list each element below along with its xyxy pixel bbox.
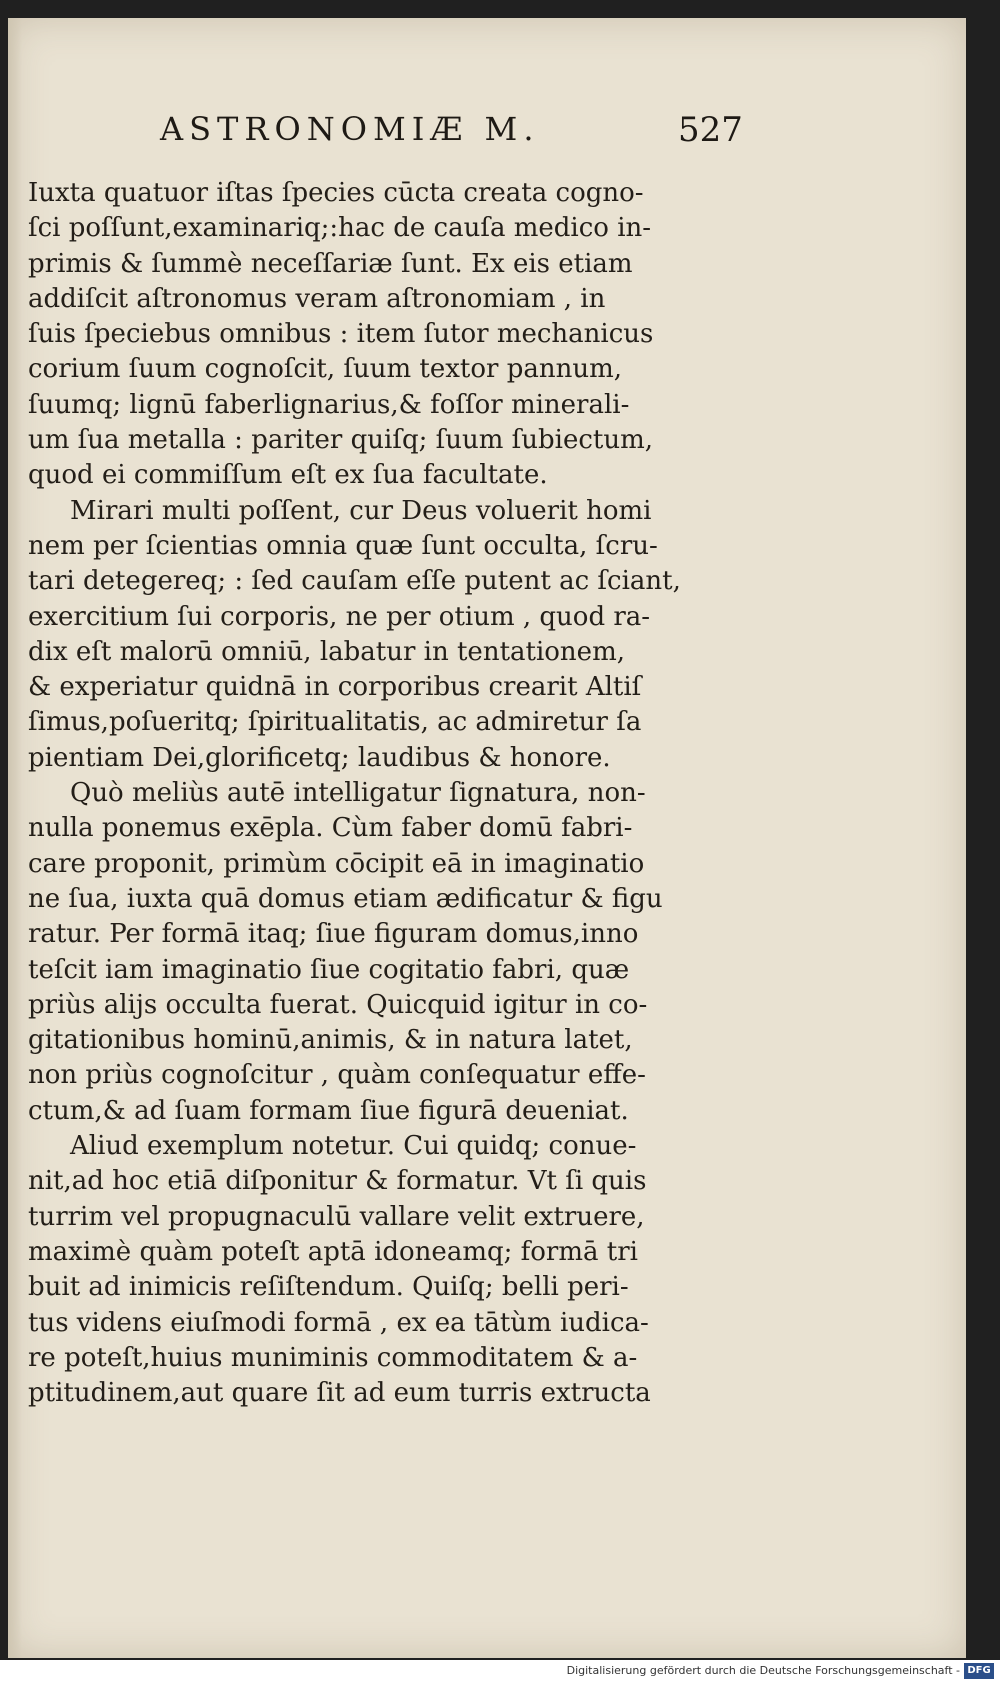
- text-line: ſuumq; lignū faberlignarius,& foſſor minerali-: [28, 389, 630, 420]
- text-line: ratur. Per formā itaq; ſiue figuram domus,inno: [28, 919, 639, 950]
- text-line: pientiam Dei,glorificetq; laudibus & honore.: [28, 742, 611, 773]
- text-line: tus videns eiuſmodi formā , ex ea tātùm iudica-: [28, 1307, 649, 1338]
- page-gutter-shadow: [8, 18, 22, 1658]
- text-line: Mirari multi poſſent, cur Deus voluerit homi: [70, 495, 652, 526]
- footer-bar: [0, 1660, 1000, 1683]
- text-line: gitationibus hominū,animis, & in natura latet,: [28, 1025, 633, 1056]
- text-line: primis & ſummè neceſſariæ ſunt. Ex eis etiam: [28, 248, 633, 279]
- text-line: re poteſt,huius muniminis commoditatem & a-: [28, 1342, 638, 1373]
- text-line: Iuxta quatuor iſtas ſpecies cūcta creata cogno-: [28, 178, 644, 208]
- text-line: nulla ponemus exēpla. Cùm faber domū fabri-: [28, 813, 633, 844]
- text-line: Aliud exemplum notetur. Cui quidq; conue-: [70, 1131, 637, 1162]
- text-line: maximè quàm poteſt aptā idoneamq; formā tri: [28, 1236, 638, 1267]
- text-line: turrim vel propugnaculū vallare velit extruere,: [28, 1201, 645, 1232]
- text-line: Quò meliùs autē intelligatur ſignatura, non-: [70, 778, 646, 809]
- text-line: quod ei commiſſum eſt ex ſua facultate.: [28, 460, 548, 491]
- text-line: ſimus,poſueritq; ſpiritualitatis, ac admiretur ſa: [28, 707, 642, 738]
- text-line: ſci poſſunt,examinariq;:hac de cauſa medico in-: [28, 213, 652, 244]
- text-line: ne ſua, iuxta quā domus etiam ædificatur & figu: [28, 883, 663, 914]
- text-line: exercitium ſui corporis, ne per otium , quod ra-: [28, 601, 651, 632]
- running-head-title: ASTRONOMIÆ M.: [160, 110, 540, 148]
- text-line: non priùs cognoſcitur , quàm conſequatur effe-: [28, 1060, 646, 1091]
- footer-credit: Digitalisierung gefördert durch die Deutsche Forschungsgemeinschaft -: [566, 1664, 960, 1677]
- text-line: ctum,& ad ſuam formam ſiue figurā deueniat.: [28, 1095, 629, 1126]
- book-page: [8, 18, 966, 1658]
- text-line: tari detegereq; : ſed cauſam eſſe putent ac ſciant,: [28, 566, 681, 597]
- text-line: priùs alijs occulta fuerat. Quicquid igitur in co-: [28, 989, 648, 1020]
- text-line: dix eſt malorū omniū, labatur in tentationem,: [28, 636, 625, 667]
- text-line: teſcit iam imaginatio ſiue cogitatio fabri, quæ: [28, 954, 630, 985]
- text-line: buit ad inimicis reſiſtendum. Quiſq; belli peri-: [28, 1272, 629, 1303]
- text-line: care proponit, primùm cōcipit eā in imaginatio: [28, 848, 645, 879]
- text-line: addiſcit aſtronomus veram aſtronomiam , in: [28, 283, 606, 314]
- body-text: [28, 176, 758, 1411]
- text-line: ptitudinem,aut quare ſit ad eum turris extructa: [28, 1378, 651, 1409]
- text-line: ſuis ſpeciebus omnibus : item ſutor mechanicus: [28, 319, 654, 350]
- dfg-logo: DFG: [964, 1663, 994, 1679]
- running-head: [8, 110, 966, 160]
- text-line: corium ſuum cognoſcit, ſuum textor pannum,: [28, 354, 623, 385]
- text-line: nit,ad hoc etiā diſponitur & formatur. Vt ſi quis: [28, 1166, 647, 1197]
- page-number: 527: [678, 110, 743, 150]
- text-line: nem per ſcientias omnia quæ ſunt occulta, ſcru-: [28, 530, 658, 561]
- text-line: & experiatur quidnā in corporibus crearit Altiſ: [28, 672, 642, 703]
- text-line: um ſua metalla : pariter quiſq; ſuum ſubiectum,: [28, 425, 654, 456]
